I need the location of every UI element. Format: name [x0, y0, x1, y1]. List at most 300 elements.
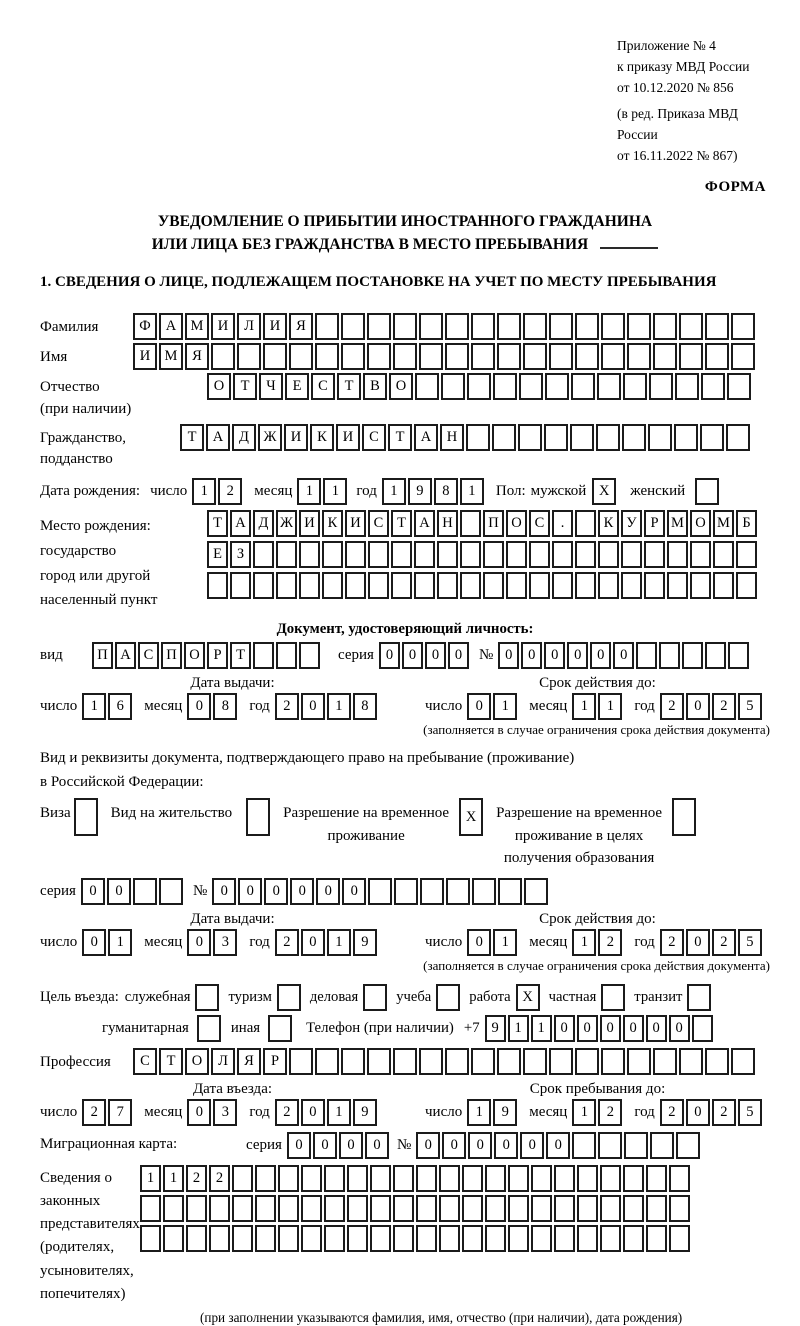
char-box[interactable]	[393, 1195, 414, 1222]
char-box[interactable]	[230, 572, 251, 599]
char-box[interactable]: В	[363, 373, 387, 400]
char-box[interactable]	[133, 878, 157, 905]
char-box[interactable]	[531, 1165, 552, 1192]
char-box[interactable]	[460, 510, 481, 537]
char-box[interactable]: П	[161, 642, 182, 669]
char-box[interactable]: Л	[211, 1048, 235, 1075]
char-box[interactable]: 0	[613, 642, 634, 669]
char-box[interactable]: 1	[572, 1099, 596, 1126]
char-box[interactable]: 1	[297, 478, 321, 505]
char-box[interactable]	[232, 1225, 253, 1252]
char-box[interactable]	[506, 572, 527, 599]
char-box[interactable]	[485, 1225, 506, 1252]
char-box[interactable]: 0	[313, 1132, 337, 1159]
char-box[interactable]: 0	[379, 642, 400, 669]
char-box[interactable]: Ж	[258, 424, 282, 451]
char-box[interactable]	[575, 541, 596, 568]
char-box[interactable]: 1	[163, 1165, 184, 1192]
char-box[interactable]: 5	[738, 1099, 762, 1126]
char-box[interactable]: 2	[660, 1099, 684, 1126]
char-box[interactable]	[439, 1195, 460, 1222]
char-box[interactable]: 0	[442, 1132, 466, 1159]
char-box[interactable]: Р	[263, 1048, 287, 1075]
char-box[interactable]	[416, 1225, 437, 1252]
char-box[interactable]	[315, 1048, 339, 1075]
char-box[interactable]	[493, 373, 517, 400]
char-box[interactable]	[705, 642, 726, 669]
char-box[interactable]: О	[207, 373, 231, 400]
char-box[interactable]: 0	[554, 1015, 575, 1042]
char-box[interactable]	[367, 313, 391, 340]
char-box[interactable]: О	[506, 510, 527, 537]
char-box[interactable]: 1	[108, 929, 132, 956]
char-box[interactable]	[731, 1048, 755, 1075]
purpose-transit-checkbox[interactable]	[687, 984, 711, 1011]
char-box[interactable]: Т	[337, 373, 361, 400]
char-box[interactable]	[728, 642, 749, 669]
char-box[interactable]: 0	[669, 1015, 690, 1042]
char-box[interactable]: 5	[738, 929, 762, 956]
char-box[interactable]	[713, 572, 734, 599]
char-box[interactable]	[577, 1195, 598, 1222]
visa-checkbox[interactable]	[74, 798, 98, 836]
char-box[interactable]	[209, 1195, 230, 1222]
char-box[interactable]	[462, 1165, 483, 1192]
purpose-work-checkbox[interactable]: X	[516, 984, 540, 1011]
char-box[interactable]	[347, 1195, 368, 1222]
char-box[interactable]	[207, 572, 228, 599]
char-box[interactable]	[648, 424, 672, 451]
char-box[interactable]	[341, 313, 365, 340]
char-box[interactable]: 1	[382, 478, 406, 505]
char-box[interactable]	[577, 1225, 598, 1252]
char-box[interactable]: И	[211, 313, 235, 340]
char-box[interactable]: К	[322, 510, 343, 537]
char-box[interactable]: К	[598, 510, 619, 537]
purpose-tourism-checkbox[interactable]	[277, 984, 301, 1011]
char-box[interactable]	[462, 1225, 483, 1252]
char-box[interactable]	[523, 343, 547, 370]
char-box[interactable]: 0	[467, 693, 491, 720]
char-box[interactable]	[345, 572, 366, 599]
char-box[interactable]	[347, 1165, 368, 1192]
char-box[interactable]	[674, 424, 698, 451]
char-box[interactable]	[419, 1048, 443, 1075]
char-box[interactable]	[414, 572, 435, 599]
char-box[interactable]	[255, 1225, 276, 1252]
char-box[interactable]	[519, 373, 543, 400]
char-box[interactable]	[646, 1225, 667, 1252]
char-box[interactable]: П	[483, 510, 504, 537]
char-box[interactable]	[644, 541, 665, 568]
char-box[interactable]	[636, 642, 657, 669]
char-box[interactable]	[544, 424, 568, 451]
char-box[interactable]	[690, 541, 711, 568]
char-box[interactable]	[368, 541, 389, 568]
char-box[interactable]	[255, 1165, 276, 1192]
purpose-business-checkbox[interactable]	[363, 984, 387, 1011]
char-box[interactable]: А	[414, 424, 438, 451]
purpose-study-checkbox[interactable]	[436, 984, 460, 1011]
char-box[interactable]	[600, 1195, 621, 1222]
char-box[interactable]	[623, 1195, 644, 1222]
char-box[interactable]	[692, 1015, 713, 1042]
char-box[interactable]: 9	[353, 1099, 377, 1126]
char-box[interactable]	[549, 313, 573, 340]
char-box[interactable]	[554, 1195, 575, 1222]
char-box[interactable]: Н	[440, 424, 464, 451]
char-box[interactable]: 2	[598, 1099, 622, 1126]
char-box[interactable]	[649, 373, 673, 400]
char-box[interactable]	[690, 572, 711, 599]
char-box[interactable]	[391, 541, 412, 568]
char-box[interactable]	[446, 878, 470, 905]
char-box[interactable]: 0	[301, 929, 325, 956]
char-box[interactable]	[394, 878, 418, 905]
char-box[interactable]: Т	[207, 510, 228, 537]
char-box[interactable]: 0	[187, 929, 211, 956]
residence-permit-checkbox[interactable]	[246, 798, 270, 836]
char-box[interactable]: 9	[485, 1015, 506, 1042]
char-box[interactable]: М	[159, 343, 183, 370]
sex-male-checkbox[interactable]: X	[592, 478, 616, 505]
char-box[interactable]: С	[529, 510, 550, 537]
char-box[interactable]	[276, 642, 297, 669]
char-box[interactable]	[347, 1225, 368, 1252]
char-box[interactable]	[140, 1195, 161, 1222]
char-box[interactable]	[627, 313, 651, 340]
char-box[interactable]	[554, 1225, 575, 1252]
char-box[interactable]: 2	[82, 1099, 106, 1126]
purpose-official-checkbox[interactable]	[195, 984, 219, 1011]
char-box[interactable]	[624, 1132, 648, 1159]
char-box[interactable]	[263, 343, 287, 370]
char-box[interactable]: М	[667, 510, 688, 537]
char-box[interactable]: 0	[546, 1132, 570, 1159]
char-box[interactable]: Р	[644, 510, 665, 537]
char-box[interactable]	[598, 541, 619, 568]
char-box[interactable]: А	[206, 424, 230, 451]
char-box[interactable]	[301, 1165, 322, 1192]
char-box[interactable]	[506, 541, 527, 568]
char-box[interactable]	[391, 572, 412, 599]
char-box[interactable]: 2	[218, 478, 242, 505]
char-box[interactable]: Л	[237, 313, 261, 340]
char-box[interactable]	[367, 343, 391, 370]
char-box[interactable]: С	[138, 642, 159, 669]
char-box[interactable]	[471, 1048, 495, 1075]
char-box[interactable]: 0	[623, 1015, 644, 1042]
edu-residence-permit-checkbox[interactable]	[672, 798, 696, 836]
char-box[interactable]: 2	[275, 693, 299, 720]
char-box[interactable]: 0	[590, 642, 611, 669]
char-box[interactable]	[572, 1132, 596, 1159]
char-box[interactable]	[232, 1195, 253, 1222]
char-box[interactable]	[416, 1195, 437, 1222]
char-box[interactable]: Ф	[133, 313, 157, 340]
char-box[interactable]	[669, 1225, 690, 1252]
char-box[interactable]: Е	[285, 373, 309, 400]
char-box[interactable]: М	[185, 313, 209, 340]
char-box[interactable]: 3	[213, 1099, 237, 1126]
char-box[interactable]: 0	[600, 1015, 621, 1042]
char-box[interactable]: 0	[342, 878, 366, 905]
char-box[interactable]: С	[133, 1048, 157, 1075]
char-box[interactable]: 1	[467, 1099, 491, 1126]
char-box[interactable]	[414, 541, 435, 568]
char-box[interactable]: И	[299, 510, 320, 537]
char-box[interactable]: 0	[339, 1132, 363, 1159]
char-box[interactable]: Т	[391, 510, 412, 537]
char-box[interactable]	[278, 1195, 299, 1222]
char-box[interactable]: 0	[290, 878, 314, 905]
char-box[interactable]	[623, 1165, 644, 1192]
char-box[interactable]: Т	[230, 642, 251, 669]
char-box[interactable]	[393, 313, 417, 340]
char-box[interactable]	[518, 424, 542, 451]
char-box[interactable]: 6	[108, 693, 132, 720]
char-box[interactable]: 9	[493, 1099, 517, 1126]
char-box[interactable]	[601, 313, 625, 340]
char-box[interactable]	[163, 1225, 184, 1252]
char-box[interactable]	[570, 424, 594, 451]
char-box[interactable]: 2	[598, 929, 622, 956]
char-box[interactable]: 1	[508, 1015, 529, 1042]
char-box[interactable]	[441, 373, 465, 400]
char-box[interactable]	[736, 572, 757, 599]
char-box[interactable]	[523, 313, 547, 340]
char-box[interactable]	[186, 1195, 207, 1222]
char-box[interactable]	[669, 1165, 690, 1192]
char-box[interactable]: 0	[187, 1099, 211, 1126]
char-box[interactable]: 1	[572, 693, 596, 720]
char-box[interactable]: 0	[238, 878, 262, 905]
char-box[interactable]: И	[284, 424, 308, 451]
char-box[interactable]	[301, 1225, 322, 1252]
char-box[interactable]	[650, 1132, 674, 1159]
char-box[interactable]: 5	[738, 693, 762, 720]
char-box[interactable]	[705, 343, 729, 370]
char-box[interactable]	[601, 343, 625, 370]
char-box[interactable]	[571, 373, 595, 400]
char-box[interactable]: 2	[712, 693, 736, 720]
char-box[interactable]: 0	[686, 1099, 710, 1126]
char-box[interactable]	[437, 541, 458, 568]
char-box[interactable]	[667, 572, 688, 599]
char-box[interactable]: З	[230, 541, 251, 568]
char-box[interactable]	[598, 572, 619, 599]
char-box[interactable]	[445, 343, 469, 370]
char-box[interactable]	[621, 541, 642, 568]
char-box[interactable]	[545, 373, 569, 400]
char-box[interactable]	[289, 1048, 313, 1075]
char-box[interactable]: 2	[275, 1099, 299, 1126]
char-box[interactable]	[646, 1165, 667, 1192]
char-box[interactable]	[575, 572, 596, 599]
char-box[interactable]: 3	[213, 929, 237, 956]
char-box[interactable]: 8	[353, 693, 377, 720]
char-box[interactable]	[445, 313, 469, 340]
char-box[interactable]	[700, 424, 724, 451]
char-box[interactable]	[485, 1195, 506, 1222]
char-box[interactable]: 2	[186, 1165, 207, 1192]
char-box[interactable]	[368, 572, 389, 599]
char-box[interactable]	[419, 343, 443, 370]
char-box[interactable]	[415, 373, 439, 400]
char-box[interactable]	[669, 1195, 690, 1222]
char-box[interactable]: 0	[316, 878, 340, 905]
char-box[interactable]	[508, 1165, 529, 1192]
char-box[interactable]: 7	[108, 1099, 132, 1126]
char-box[interactable]	[159, 878, 183, 905]
char-box[interactable]	[278, 1225, 299, 1252]
char-box[interactable]	[289, 343, 313, 370]
char-box[interactable]: О	[185, 1048, 209, 1075]
char-box[interactable]: 0	[577, 1015, 598, 1042]
temp-residence-permit-checkbox[interactable]: X	[459, 798, 483, 836]
char-box[interactable]	[370, 1195, 391, 1222]
char-box[interactable]	[667, 541, 688, 568]
char-box[interactable]: Д	[232, 424, 256, 451]
char-box[interactable]: 1	[327, 929, 351, 956]
char-box[interactable]	[679, 343, 703, 370]
char-box[interactable]: 8	[213, 693, 237, 720]
char-box[interactable]	[552, 541, 573, 568]
char-box[interactable]	[276, 541, 297, 568]
char-box[interactable]: 1	[572, 929, 596, 956]
char-box[interactable]: 1	[598, 693, 622, 720]
char-box[interactable]: О	[690, 510, 711, 537]
char-box[interactable]	[211, 343, 235, 370]
char-box[interactable]: 1	[460, 478, 484, 505]
char-box[interactable]	[600, 1165, 621, 1192]
char-box[interactable]: 0	[494, 1132, 518, 1159]
char-box[interactable]: Т	[388, 424, 412, 451]
char-box[interactable]: И	[263, 313, 287, 340]
char-box[interactable]	[163, 1195, 184, 1222]
char-box[interactable]: О	[389, 373, 413, 400]
char-box[interactable]	[529, 572, 550, 599]
char-box[interactable]	[322, 572, 343, 599]
char-box[interactable]: 1	[82, 693, 106, 720]
char-box[interactable]: 0	[301, 693, 325, 720]
char-box[interactable]: И	[133, 343, 157, 370]
char-box[interactable]: 0	[287, 1132, 311, 1159]
char-box[interactable]	[299, 642, 320, 669]
char-box[interactable]	[705, 313, 729, 340]
char-box[interactable]: Я	[289, 313, 313, 340]
char-box[interactable]: А	[159, 313, 183, 340]
char-box[interactable]: 1	[531, 1015, 552, 1042]
char-box[interactable]	[575, 343, 599, 370]
char-box[interactable]	[445, 1048, 469, 1075]
char-box[interactable]: С	[311, 373, 335, 400]
char-box[interactable]	[368, 878, 392, 905]
char-box[interactable]: 0	[425, 642, 446, 669]
char-box[interactable]: .	[552, 510, 573, 537]
char-box[interactable]	[575, 313, 599, 340]
char-box[interactable]	[701, 373, 725, 400]
purpose-humanitarian-checkbox[interactable]	[197, 1015, 221, 1042]
char-box[interactable]: Т	[180, 424, 204, 451]
char-box[interactable]	[601, 1048, 625, 1075]
char-box[interactable]	[462, 1195, 483, 1222]
char-box[interactable]	[299, 541, 320, 568]
char-box[interactable]	[322, 541, 343, 568]
char-box[interactable]: 0	[365, 1132, 389, 1159]
char-box[interactable]: У	[621, 510, 642, 537]
char-box[interactable]: Д	[253, 510, 274, 537]
char-box[interactable]: 8	[434, 478, 458, 505]
purpose-private-checkbox[interactable]	[601, 984, 625, 1011]
char-box[interactable]	[232, 1165, 253, 1192]
char-box[interactable]	[659, 642, 680, 669]
char-box[interactable]	[393, 343, 417, 370]
char-box[interactable]: 2	[209, 1165, 230, 1192]
char-box[interactable]	[367, 1048, 391, 1075]
char-box[interactable]	[315, 313, 339, 340]
char-box[interactable]	[623, 373, 647, 400]
char-box[interactable]: 0	[416, 1132, 440, 1159]
char-box[interactable]	[653, 313, 677, 340]
char-box[interactable]	[471, 343, 495, 370]
char-box[interactable]: И	[336, 424, 360, 451]
char-box[interactable]: Ж	[276, 510, 297, 537]
char-box[interactable]	[621, 572, 642, 599]
char-box[interactable]	[324, 1225, 345, 1252]
char-box[interactable]	[577, 1165, 598, 1192]
char-box[interactable]	[419, 313, 443, 340]
char-box[interactable]	[370, 1165, 391, 1192]
char-box[interactable]	[324, 1165, 345, 1192]
char-box[interactable]	[497, 1048, 521, 1075]
char-box[interactable]: 0	[448, 642, 469, 669]
char-box[interactable]: Ч	[259, 373, 283, 400]
char-box[interactable]	[420, 878, 444, 905]
char-box[interactable]	[393, 1225, 414, 1252]
char-box[interactable]	[575, 1048, 599, 1075]
char-box[interactable]	[498, 878, 522, 905]
char-box[interactable]	[186, 1225, 207, 1252]
char-box[interactable]: 0	[468, 1132, 492, 1159]
char-box[interactable]: 0	[107, 878, 131, 905]
char-box[interactable]	[416, 1165, 437, 1192]
char-box[interactable]: 2	[660, 693, 684, 720]
char-box[interactable]: 2	[712, 929, 736, 956]
char-box[interactable]: Т	[159, 1048, 183, 1075]
char-box[interactable]	[324, 1195, 345, 1222]
char-box[interactable]	[726, 424, 750, 451]
char-box[interactable]	[472, 878, 496, 905]
purpose-other-checkbox[interactable]	[268, 1015, 292, 1042]
char-box[interactable]	[523, 1048, 547, 1075]
char-box[interactable]	[301, 1195, 322, 1222]
char-box[interactable]	[679, 313, 703, 340]
char-box[interactable]: 0	[187, 693, 211, 720]
char-box[interactable]: 0	[520, 1132, 544, 1159]
char-box[interactable]	[554, 1165, 575, 1192]
char-box[interactable]	[278, 1165, 299, 1192]
char-box[interactable]: 0	[567, 642, 588, 669]
char-box[interactable]: 0	[301, 1099, 325, 1126]
char-box[interactable]: 0	[544, 642, 565, 669]
char-box[interactable]: Б	[736, 510, 757, 537]
char-box[interactable]: К	[310, 424, 334, 451]
char-box[interactable]	[713, 541, 734, 568]
char-box[interactable]: 2	[712, 1099, 736, 1126]
char-box[interactable]	[600, 1225, 621, 1252]
char-box[interactable]	[676, 1132, 700, 1159]
